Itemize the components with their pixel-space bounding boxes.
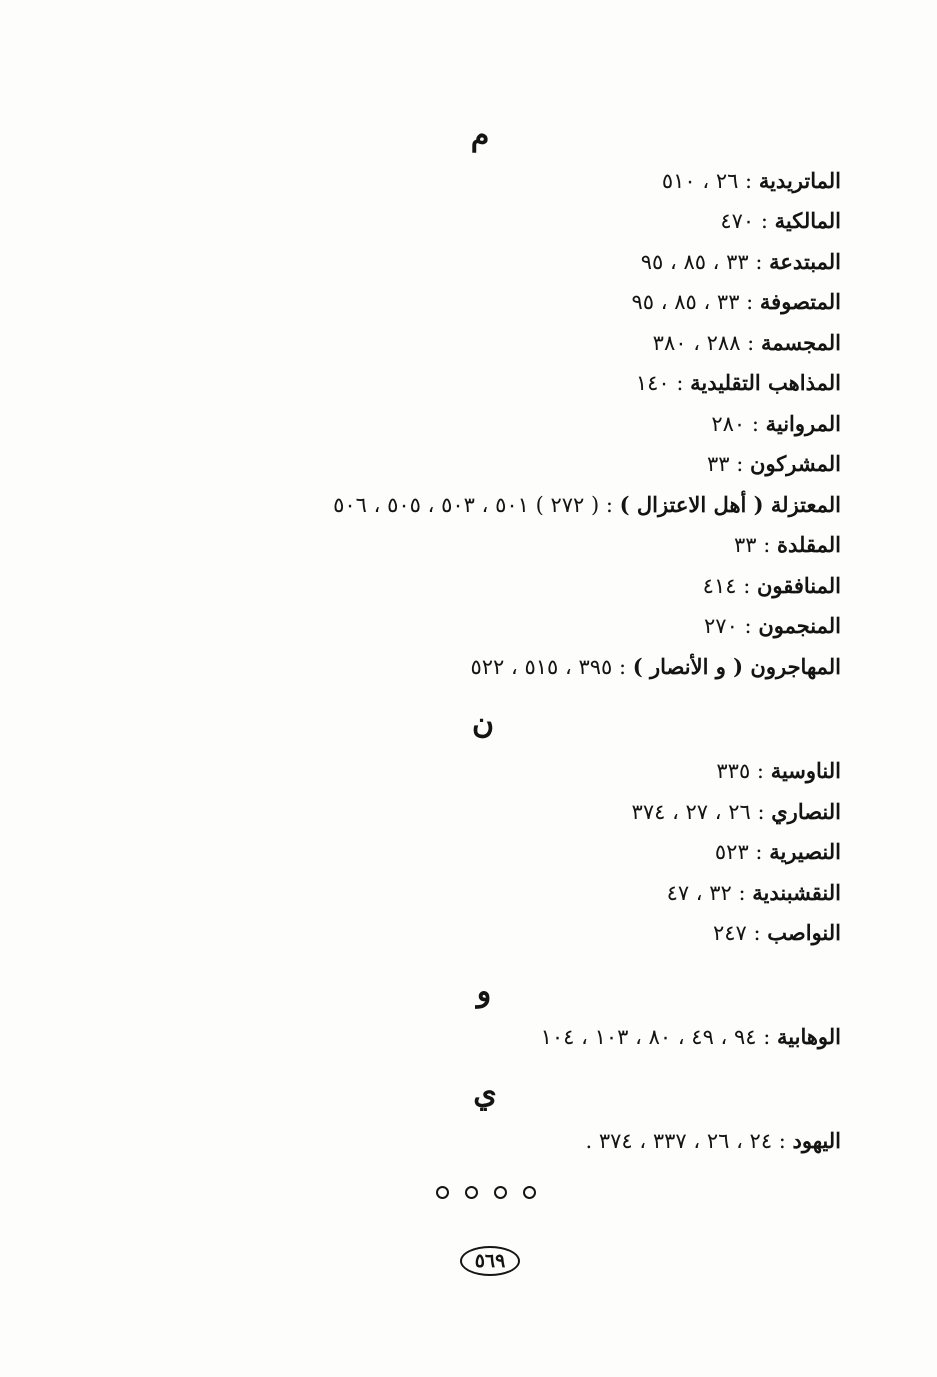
entry-refs: ٥٢٣ (714, 840, 749, 864)
index-entry: المقلدة : ٣٣ (734, 532, 841, 557)
entry-refs: ٣٣٥ (716, 759, 751, 783)
entry-refs: ٢٨٠ (711, 412, 746, 436)
section-letter-meem: م (470, 118, 490, 153)
entry-term: المذاهب التقليدية (690, 370, 841, 395)
index-entry: المالكية : ٤٧٠ (720, 208, 841, 233)
entry-refs: ٣٣ ، ٨٥ ، ٩٥ (640, 250, 749, 274)
entry-term: الناوسية (770, 758, 841, 783)
entry-term: المهاجرون ( و الأنصار ) (632, 654, 841, 679)
entry-term: النواصب (767, 920, 841, 945)
entry-term: المقلدة (777, 532, 841, 557)
entry-term: المعتزلة ( أهل الاعتزال ) (619, 492, 841, 517)
index-entry: النقشبندية : ٣٢ ، ٤٧ (666, 880, 841, 905)
index-entry: المجسمة : ٢٨٨ ، ٣٨٠ (652, 330, 841, 355)
entry-term: المبتدعة (769, 249, 841, 274)
entry-refs: ٤١٤ (702, 574, 737, 598)
entry-term: المروانية (765, 411, 841, 436)
entry-refs: ٤٧٠ (720, 209, 755, 233)
index-entry: المتصوفة : ٣٣ ، ٨٥ ، ٩٥ (631, 289, 841, 314)
index-entry: المهاجرون ( و الأنصار ) : ٣٩٥ ، ٥١٥ ، ٥٢٢ (470, 654, 841, 679)
entry-term: المشركون (750, 451, 841, 476)
entry-term: المنجمون (758, 613, 841, 638)
entry-term: اليهود (792, 1128, 841, 1153)
index-entry: الوهابية : ٩٤ ، ٤٩ ، ٨٠ ، ١٠٣ ، ١٠٤ (540, 1024, 841, 1049)
section-letter-waw: و (476, 974, 492, 1009)
entry-refs: ٢٦ ، ٥١٠ (661, 169, 739, 193)
index-entry: المنجمون : ٢٧٠ (704, 613, 841, 638)
section-letter-yaa: ي (473, 1076, 497, 1111)
separator-circle (436, 1186, 449, 1199)
separator-circle (523, 1186, 536, 1199)
separator-circle (465, 1186, 478, 1199)
index-entry: المعتزلة ( أهل الاعتزال ) : ( ٢٧٢ ) ٥٠١ ، ٥٠٣ ، ٥٠٥ ، ٥٠٦ (333, 492, 841, 517)
entry-term: المجسمة (760, 330, 841, 355)
entry-refs: ٣٣ ، ٨٥ ، ٩٥ (631, 290, 740, 314)
index-entry: النواصب : ٢٤٧ (713, 920, 841, 945)
index-entry: الماتريدية : ٢٦ ، ٥١٠ (661, 168, 841, 193)
entry-term: المنافقون (756, 573, 841, 598)
index-entry: النصيرية : ٥٢٣ (714, 839, 841, 864)
index-entry: المذاهب التقليدية : ١٤٠ (635, 370, 841, 395)
index-entry: المشركون : ٣٣ (707, 451, 841, 476)
separator-circle (494, 1186, 507, 1199)
entry-refs: ٩٤ ، ٤٩ ، ٨٠ ، ١٠٣ ، ١٠٤ (540, 1025, 757, 1049)
entry-term: النقشبندية (752, 880, 841, 905)
index-entry: المروانية : ٢٨٠ (711, 411, 841, 436)
entry-refs: ٢٦ ، ٢٧ ، ٣٧٤ (631, 800, 751, 824)
index-entry: اليهود : ٢٤ ، ٢٦ ، ٣٣٧ ، ٣٧٤ . (585, 1128, 841, 1153)
page-number: ٥٦٩ (460, 1246, 520, 1276)
entry-refs: ٣٢ ، ٤٧ (666, 881, 732, 905)
index-entry: النصاري : ٢٦ ، ٢٧ ، ٣٧٤ (631, 799, 841, 824)
entry-term: النصاري (771, 799, 841, 824)
end-separator (436, 1186, 536, 1199)
entry-term: النصيرية (769, 839, 841, 864)
entry-refs: ٢٤٧ (713, 921, 747, 945)
index-entry: المنافقون : ٤١٤ (702, 573, 841, 598)
entry-term: المالكية (774, 208, 841, 233)
entry-refs: ٢٧٠ (704, 614, 738, 638)
index-entry: الناوسية : ٣٣٥ (716, 758, 841, 783)
entry-refs: ( ٢٧٢ ) ٥٠١ ، ٥٠٣ ، ٥٠٥ ، ٥٠٦ (333, 493, 600, 517)
entry-refs: ٢٨٨ ، ٣٨٠ (652, 331, 741, 355)
entry-refs: ٣٩٥ ، ٥١٥ ، ٥٢٢ (470, 655, 613, 679)
entry-term: الماتريدية (758, 168, 841, 193)
entry-refs: ١٤٠ (635, 371, 670, 395)
entry-refs: ٢٤ ، ٢٦ ، ٣٣٧ ، ٣٧٤ . (585, 1129, 773, 1153)
index-entry: المبتدعة : ٣٣ ، ٨٥ ، ٩٥ (640, 249, 841, 274)
section-letter-noon: ن (471, 706, 495, 741)
entry-refs: ٣٣ (707, 452, 730, 476)
entry-refs: ٣٣ (734, 533, 757, 557)
entry-term: المتصوفة (759, 289, 841, 314)
entry-term: الوهابية (777, 1024, 841, 1049)
